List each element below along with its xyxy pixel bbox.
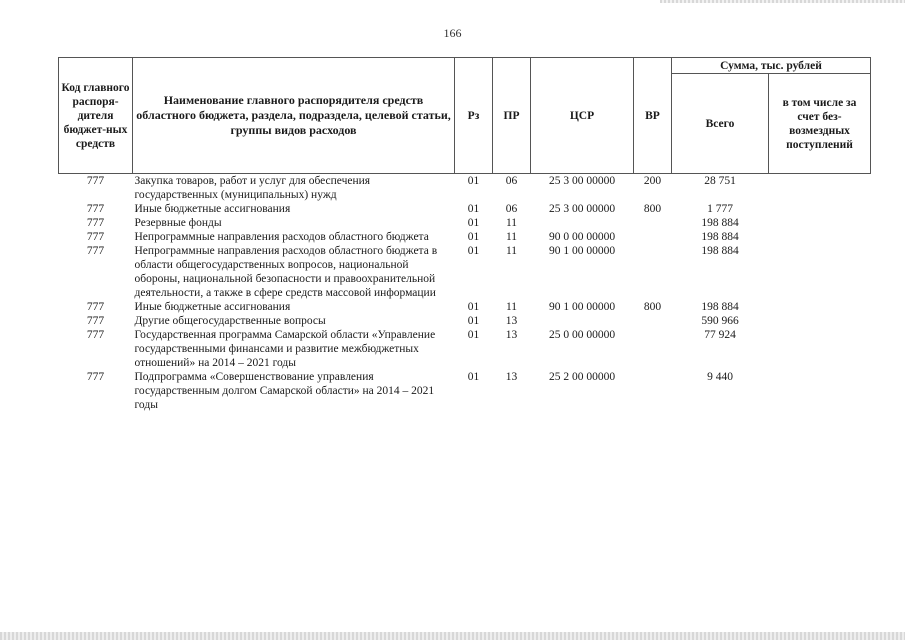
cell-free [769,370,871,412]
cell-free [769,314,871,328]
table-row [59,300,871,314]
table-row [59,314,871,328]
header-total: Всего [672,74,769,174]
cell-pr: 06 [505,203,518,215]
budget-table [58,57,871,412]
cell-free [769,300,871,314]
cell-code: 777 [86,329,105,341]
cell-code: 777 [86,371,105,383]
header-csr: ЦСР [531,58,634,174]
cell-rz: 01 [467,175,480,187]
header-sum: Сумма, тыс. рублей [672,58,871,74]
cell-rz: 01 [467,301,480,313]
cell-total: 1 777 [707,203,733,215]
cell-pr: 11 [505,217,518,229]
cell-vr [634,244,672,300]
cell-code: 777 [86,301,105,313]
cell-csr: 90 0 00 00000 [548,231,616,243]
cell-csr: 90 1 00 00000 [548,245,616,257]
table-row [59,244,871,300]
cell-free [769,328,871,370]
cell-pr: 11 [505,301,518,313]
cell-pr: 13 [505,315,518,327]
cell-csr [531,216,634,230]
cell-total: 9 440 [707,371,733,383]
table-row [59,174,871,203]
cell-free [769,216,871,230]
cell-pr: 06 [505,175,518,187]
header-pr: ПР [493,58,531,174]
cell-total: 590 966 [701,315,739,327]
cell-name: Иные бюджетные ассигнования [134,203,291,215]
table-row [59,370,871,412]
cell-rz: 01 [467,245,480,257]
cell-rz: 01 [467,231,480,243]
cell-rz: 01 [467,315,480,327]
cell-free [769,244,871,300]
cell-rz: 01 [467,371,480,383]
cell-name: Непрограммные направления расходов областного бюджета в области общегосударственных вопросов, национальной обороны, национальной безопасности и правоохранительной деятельности, а также в сфере средств массовой информации [134,245,438,299]
cell-rz: 01 [467,203,480,215]
cell-pr: 13 [505,371,518,383]
cell-vr: 200 [643,175,662,187]
cell-csr [531,314,634,328]
table-row [59,216,871,230]
cell-total: 77 924 [704,329,736,341]
cell-vr [634,230,672,244]
cell-vr [634,370,672,412]
cell-pr: 13 [505,329,518,341]
table-row [59,328,871,370]
cell-csr: 90 1 00 00000 [548,301,616,313]
cell-code: 777 [86,203,105,215]
cell-code: 777 [86,175,105,187]
cell-name: Другие общегосударственные вопросы [134,315,326,327]
header-code: Код главного распоря-дителя бюджет-ных средств [59,58,133,174]
table-header [59,58,871,174]
cell-pr: 11 [505,231,518,243]
cell-name: Подпрограмма «Совершенствование управления государственным долгом Самарской области» на 2014 – 2021 годы [134,371,435,411]
cell-code: 777 [86,217,105,229]
cell-total: 198 884 [701,245,739,257]
cell-total: 198 884 [701,217,739,229]
cell-free [769,230,871,244]
scan-edge-top [660,0,905,3]
cell-name: Непрограммные направления расходов областного бюджета [134,231,429,243]
cell-free [769,202,871,216]
header-rz: Рз [455,58,493,174]
table-row [59,202,871,216]
header-name: Наименование главного распорядителя средств областного бюджета, раздела, подраздела, целевой статьи, группы видов расходов [133,58,455,174]
cell-rz: 01 [467,217,480,229]
cell-vr [634,314,672,328]
cell-total: 28 751 [704,175,736,187]
cell-code: 777 [86,231,105,243]
cell-vr [634,328,672,370]
cell-rz: 01 [467,329,480,341]
cell-name: Иные бюджетные ассигнования [134,301,291,313]
scan-edge-bottom [0,632,905,640]
cell-free [769,174,871,203]
table-row [59,230,871,244]
header-free: в том числе за счет без-возмездных поступлений [769,74,871,174]
page-number: 166 [443,26,462,40]
table-body [59,174,871,413]
cell-total: 198 884 [701,231,739,243]
cell-csr: 25 3 00 00000 [548,175,616,187]
cell-csr: 25 2 00 00000 [548,371,616,383]
cell-vr: 800 [643,301,662,313]
cell-code: 777 [86,245,105,257]
cell-total: 198 884 [701,301,739,313]
cell-name: Государственная программа Самарской области «Управление государственными финансами и развитие межбюджетных отношений» на 2014 – 2021 годы [134,329,436,369]
header-vr: ВР [634,58,672,174]
cell-name: Закупка товаров, работ и услуг для обеспечения государственных (муниципальных) нужд [134,175,371,201]
cell-code: 777 [86,315,105,327]
cell-pr: 11 [505,245,518,257]
cell-vr [634,216,672,230]
cell-vr: 800 [643,203,662,215]
cell-csr: 25 0 00 00000 [548,329,616,341]
cell-csr: 25 3 00 00000 [548,203,616,215]
cell-name: Резервные фонды [134,217,222,229]
